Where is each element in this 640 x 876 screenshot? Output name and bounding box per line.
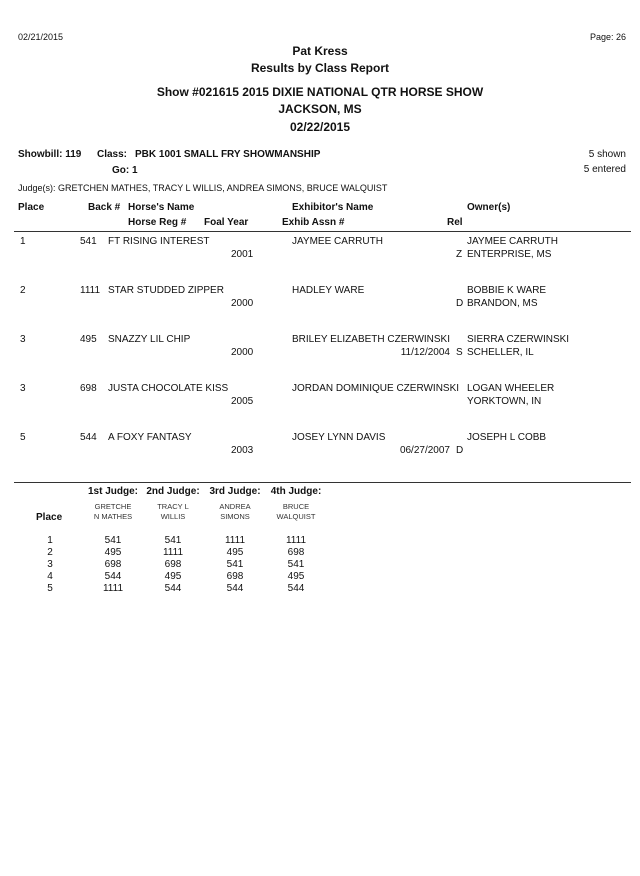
result-back-number: 544 (80, 432, 97, 443)
result-rel: D (456, 298, 464, 309)
class-label: Class: (97, 149, 128, 160)
result-exhibitor-date: 11/12/2004 (400, 347, 450, 358)
result-exhibitor: JORDAN DOMINIQUE CZERWINSKI (292, 383, 460, 394)
judge-pick: 495 (287, 571, 305, 582)
result-exhibitor: JOSEY LYNN DAVIS (292, 432, 386, 443)
judge-pick: 698 (226, 571, 244, 582)
showbill: Showbill: 119 (18, 149, 82, 160)
result-place: 3 (20, 383, 26, 394)
judge-placing-place: 5 (47, 583, 53, 594)
judge-header: 4th Judge: (270, 486, 322, 497)
show-title: Show #021615 2015 DIXIE NATIONAL QTR HORSE SHOW (156, 85, 484, 99)
judge-pick: 1111 (224, 535, 246, 546)
result-owner-location: ENTERPRISE, MS (467, 249, 552, 260)
result-back-number: 1111 (80, 285, 101, 296)
show-date: 02/22/2015 (289, 120, 351, 134)
result-exhibitor-date: 06/27/2007 (399, 445, 450, 456)
col-exhib-assn: Exhib Assn # (282, 217, 345, 228)
result-rel: S (456, 347, 463, 358)
judges-list: Judge(s): GRETCHEN MATHES, TRACY L WILLIS, ANDREA SIMONS, BRUCE WALQUIST (18, 183, 388, 193)
report-title: Results by Class Report (250, 61, 390, 75)
result-place: 2 (20, 285, 26, 296)
result-place: 1 (20, 236, 26, 247)
judge-name-line2: SIMONS (220, 512, 250, 521)
show-location: JACKSON, MS (278, 102, 362, 116)
judge-name-line2: N MATHES (93, 512, 133, 521)
judge-pick: 495 (164, 571, 182, 582)
judge-pick: 541 (226, 559, 244, 570)
result-owner-name: BOBBIE K WARE (467, 285, 547, 296)
judge-header: 1st Judge: (87, 486, 138, 497)
judges-place-label: Place (36, 512, 63, 523)
page-number: Page: 26 (589, 32, 626, 42)
results-rule (14, 482, 631, 483)
col-exhibitor: Exhibitor's Name (292, 202, 374, 213)
judge-pick: 544 (287, 583, 305, 594)
col-back: Back # (88, 202, 121, 213)
judge-placing-place: 3 (47, 559, 53, 570)
judge-pick: 541 (287, 559, 305, 570)
result-horse-name: FT RISING INTEREST (108, 236, 210, 247)
result-back-number: 495 (80, 334, 97, 345)
entered-count: 5 entered (583, 164, 626, 175)
result-place: 3 (20, 334, 26, 345)
result-exhibitor: JAYMEE CARRUTH (292, 236, 383, 247)
result-rel: D (456, 445, 464, 456)
judge-pick: 698 (164, 559, 182, 570)
judge-pick: 1111 (162, 547, 184, 558)
judge-pick: 544 (104, 571, 122, 582)
result-horse-name: STAR STUDDED ZIPPER (108, 285, 224, 296)
result-owner-name: JOSEPH L COBB (467, 432, 547, 443)
judge-pick: 544 (164, 583, 182, 594)
judge-pick: 1111 (102, 583, 124, 594)
judge-pick: 495 (104, 547, 122, 558)
result-exhibitor: BRILEY ELIZABETH CZERWINSKI (292, 334, 451, 345)
judge-pick: 1111 (285, 535, 307, 546)
judge-pick: 495 (226, 547, 244, 558)
judge-placing-place: 4 (47, 571, 53, 582)
result-owner-location: YORKTOWN, IN (467, 396, 542, 407)
result-horse-name: SNAZZY LIL CHIP (108, 334, 191, 345)
result-place: 5 (20, 432, 26, 443)
result-owner-name: SIERRA CZERWINSKI (467, 334, 570, 345)
col-horse-reg: Horse Reg # (128, 217, 187, 228)
result-foal-year: 2000 (231, 298, 254, 309)
result-horse-name: JUSTA CHOCOLATE KISS (108, 383, 229, 394)
header-rule (14, 231, 631, 232)
judge-name-line1: BRUCE (282, 502, 310, 511)
report-person: Pat Kress (292, 44, 348, 58)
result-foal-year: 2005 (231, 396, 254, 407)
judge-pick: 541 (104, 535, 122, 546)
judge-placing-place: 1 (47, 535, 53, 546)
judge-pick: 698 (287, 547, 305, 558)
col-horse-name: Horse's Name (128, 202, 195, 213)
judge-header: 3rd Judge: (209, 486, 261, 497)
result-owner-location: BRANDON, MS (467, 298, 538, 309)
col-owner: Owner(s) (467, 202, 511, 213)
judge-name-line1: GRETCHE (94, 502, 132, 511)
result-foal-year: 2003 (231, 445, 254, 456)
judge-name-line1: TRACY L (157, 502, 189, 511)
print-date: 02/21/2015 (18, 32, 64, 42)
judge-pick: 544 (226, 583, 244, 594)
result-owner-location: SCHELLER, IL (467, 347, 534, 358)
result-rel: Z (456, 249, 463, 260)
col-foal-year: Foal Year (204, 217, 249, 228)
col-place: Place (18, 202, 45, 213)
shown-count: 5 shown (588, 149, 626, 160)
judge-name-line1: ANDREA (219, 502, 251, 511)
result-foal-year: 2000 (231, 347, 254, 358)
judge-name-line2: WALQUIST (276, 512, 316, 521)
result-owner-name: JAYMEE CARRUTH (467, 236, 558, 247)
go-number: Go: 1 (112, 165, 138, 176)
result-foal-year: 2001 (231, 249, 254, 260)
judge-pick: 541 (164, 535, 182, 546)
col-rel: Rel (447, 217, 463, 228)
result-owner-name: LOGAN WHEELER (467, 383, 555, 394)
class-name: PBK 1001 SMALL FRY SHOWMANSHIP (135, 149, 321, 160)
judge-header: 2nd Judge: (146, 486, 200, 497)
result-back-number: 698 (80, 383, 97, 394)
judge-name-line2: WILLIS (160, 512, 186, 521)
result-exhibitor: HADLEY WARE (292, 285, 365, 296)
judge-pick: 698 (104, 559, 122, 570)
judge-placing-place: 2 (47, 547, 53, 558)
result-horse-name: A FOXY FANTASY (108, 432, 192, 443)
result-back-number: 541 (80, 236, 97, 247)
